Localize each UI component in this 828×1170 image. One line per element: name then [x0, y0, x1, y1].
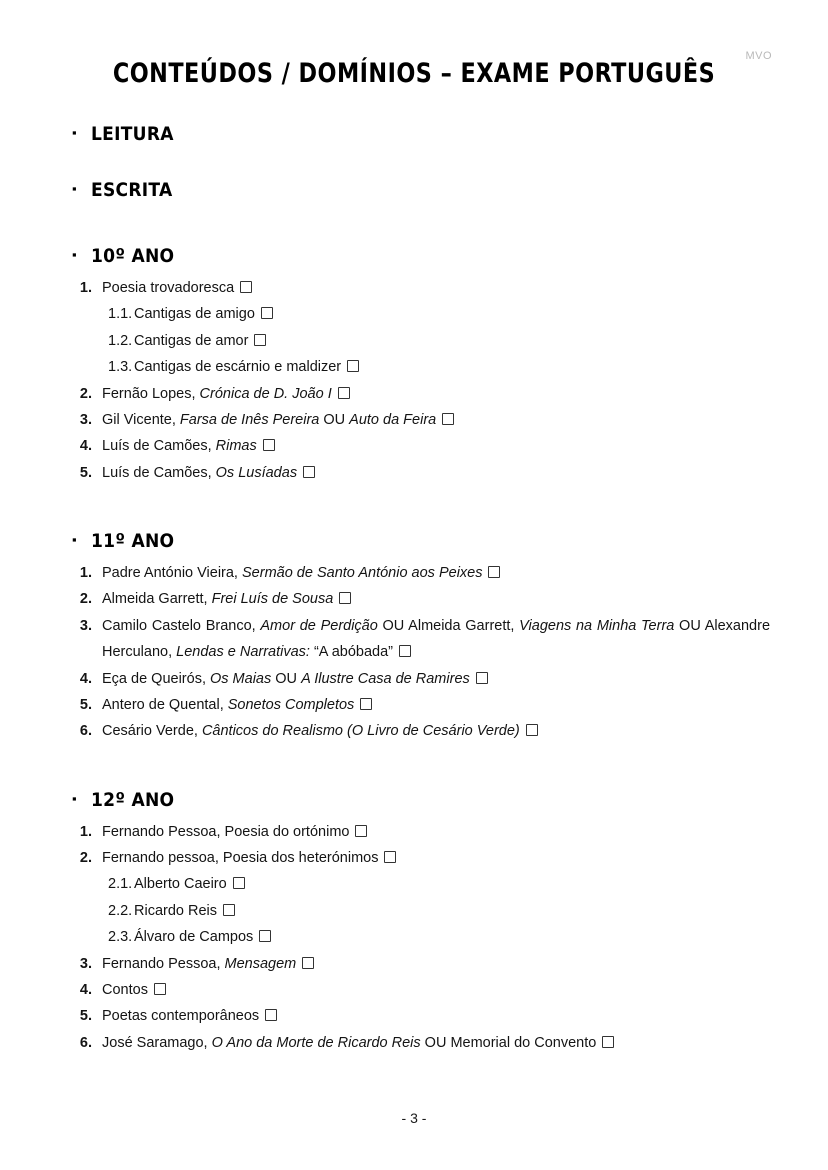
checkbox[interactable]	[240, 281, 252, 293]
item-number: 3.	[79, 617, 92, 634]
item-number: 2.2.	[108, 902, 133, 919]
item-number: 5.	[79, 464, 92, 481]
item-text: Eça de Queirós, Os Maias OU A Ilustre Casa de Ramires	[102, 666, 772, 692]
item-text: Ricardo Reis	[134, 898, 772, 924]
corner-watermark: MVO	[745, 50, 772, 62]
item-number: 4.	[79, 670, 92, 687]
checkbox[interactable]	[347, 360, 359, 372]
checkbox[interactable]	[154, 983, 166, 995]
section-items	[56, 275, 772, 486]
section	[56, 245, 772, 486]
item-number: 1.2.	[108, 332, 133, 349]
list-item	[56, 924, 772, 950]
item-number: 4.	[79, 981, 92, 998]
list-item	[56, 1030, 772, 1056]
section-items	[56, 560, 772, 745]
section-title: ESCRITA	[90, 179, 173, 201]
list-item	[56, 951, 772, 977]
list-item	[56, 718, 772, 744]
item-text: Almeida Garrett, Frei Luís de Sousa	[102, 586, 772, 612]
section-title: 12º ANO	[90, 788, 174, 811]
bullet-icon: ▪	[72, 790, 77, 806]
checkbox[interactable]	[384, 851, 396, 863]
list-item	[56, 586, 772, 612]
list-item	[56, 666, 772, 692]
bullet-icon: ▪	[72, 125, 77, 140]
item-number: 1.1.	[108, 306, 133, 323]
section-items	[56, 819, 772, 1056]
item-number: 5.	[79, 696, 92, 713]
section-header	[56, 530, 772, 552]
item-number: 1.	[79, 280, 92, 296]
checkbox[interactable]	[223, 904, 235, 916]
list-item	[56, 845, 772, 871]
item-number: 6.	[79, 723, 92, 740]
checkbox[interactable]	[261, 307, 273, 319]
item-text: Cantigas de escárnio e maldizer	[134, 354, 772, 380]
checkbox[interactable]	[399, 645, 411, 657]
item-text: Antero de Quental, Sonetos Completos	[102, 692, 772, 718]
list-item	[56, 692, 772, 718]
section	[56, 530, 772, 745]
item-text: Contos	[102, 977, 772, 1003]
item-number: 5.	[79, 1008, 92, 1025]
checkbox[interactable]	[339, 592, 351, 604]
section-header	[56, 789, 772, 811]
section	[56, 123, 772, 145]
list-item	[56, 354, 772, 380]
section	[56, 789, 772, 1056]
checkbox[interactable]	[355, 825, 367, 837]
item-text: Poesia trovadoresca	[102, 275, 772, 301]
checkbox[interactable]	[303, 466, 315, 478]
checkbox[interactable]	[602, 1036, 614, 1048]
section-header	[56, 123, 772, 145]
item-text: José Saramago, O Ano da Morte de Ricardo Reis OU Memorial do Convento	[102, 1030, 772, 1056]
list-item	[56, 433, 772, 459]
bullet-icon: ▪	[72, 532, 77, 547]
item-text: Cesário Verde, Cânticos do Realismo (O Livro de Cesário Verde)	[102, 718, 772, 744]
list-item	[56, 301, 772, 327]
checkbox[interactable]	[302, 957, 314, 969]
item-text: Fernão Lopes, Crónica de D. João I	[102, 381, 772, 407]
item-number: 3.	[79, 955, 92, 972]
list-item	[56, 328, 772, 354]
checkbox[interactable]	[338, 387, 350, 399]
item-text: Cantigas de amigo	[134, 301, 772, 327]
bullet-icon: ▪	[72, 247, 77, 262]
content-sections	[56, 123, 772, 1056]
item-text: Álvaro de Campos	[134, 924, 772, 950]
checkbox[interactable]	[233, 877, 245, 889]
checkbox[interactable]	[263, 439, 275, 451]
section-title: 10º ANO	[90, 245, 174, 267]
checkbox[interactable]	[254, 334, 266, 346]
list-item	[56, 819, 772, 845]
list-item	[56, 560, 772, 586]
checkbox[interactable]	[488, 566, 500, 578]
list-item	[56, 275, 772, 301]
item-text: Fernando Pessoa, Poesia do ortónimo	[102, 819, 772, 845]
section	[56, 179, 772, 201]
page-title: CONTEÚDOS / DOMÍNIOS – EXAME PORTUGUÊS	[112, 58, 716, 89]
item-number: 2.	[79, 385, 92, 402]
checkbox[interactable]	[476, 672, 488, 684]
item-text: Padre António Vieira, Sermão de Santo António aos Peixes	[102, 560, 772, 586]
item-text: Fernando Pessoa, Mensagem	[102, 951, 772, 977]
item-number: 2.	[79, 850, 92, 866]
item-number: 1.3.	[108, 359, 133, 376]
section-header	[56, 245, 772, 267]
page-number: - 3 -	[401, 1110, 427, 1126]
list-item	[56, 460, 772, 486]
item-number: 2.1.	[108, 876, 133, 893]
item-number: 2.3.	[108, 929, 133, 946]
item-text: Gil Vicente, Farsa de Inês Pereira OU Auto da Feira	[102, 407, 772, 433]
item-number: 6.	[79, 1034, 92, 1051]
list-item	[56, 381, 772, 407]
list-item	[56, 613, 772, 666]
item-number: 3.	[79, 411, 92, 428]
item-text: Cantigas de amor	[134, 328, 772, 354]
list-item	[56, 407, 772, 433]
item-number: 1.	[79, 565, 92, 581]
checkbox[interactable]	[360, 698, 372, 710]
section-title: 11º ANO	[90, 530, 174, 552]
section-header	[56, 179, 772, 201]
list-item	[56, 977, 772, 1003]
item-number: 2.	[79, 591, 92, 608]
list-item	[56, 1003, 772, 1029]
checkbox[interactable]	[259, 930, 271, 942]
item-text: Luís de Camões, Os Lusíadas	[102, 460, 772, 486]
checkbox[interactable]	[265, 1009, 277, 1021]
item-text: Fernando pessoa, Poesia dos heterónimos	[102, 845, 772, 871]
checkbox[interactable]	[442, 413, 454, 425]
bullet-icon: ▪	[72, 181, 77, 196]
list-item	[56, 871, 772, 897]
section-title: LEITURA	[90, 123, 174, 145]
item-number: 4.	[79, 438, 92, 455]
item-text: Poetas contemporâneos	[102, 1003, 772, 1029]
list-item	[56, 898, 772, 924]
item-text: Camilo Castelo Branco, Amor de Perdição OU Almeida Garrett, Viagens na Minha Terra OU Alexandre Herculano, Lendas e Narrativas: “A abóbada”	[102, 617, 771, 661]
item-text: Luís de Camões, Rimas	[102, 433, 772, 459]
checkbox[interactable]	[526, 724, 538, 736]
item-number: 1.	[79, 823, 92, 840]
item-text: Alberto Caeiro	[134, 871, 772, 897]
